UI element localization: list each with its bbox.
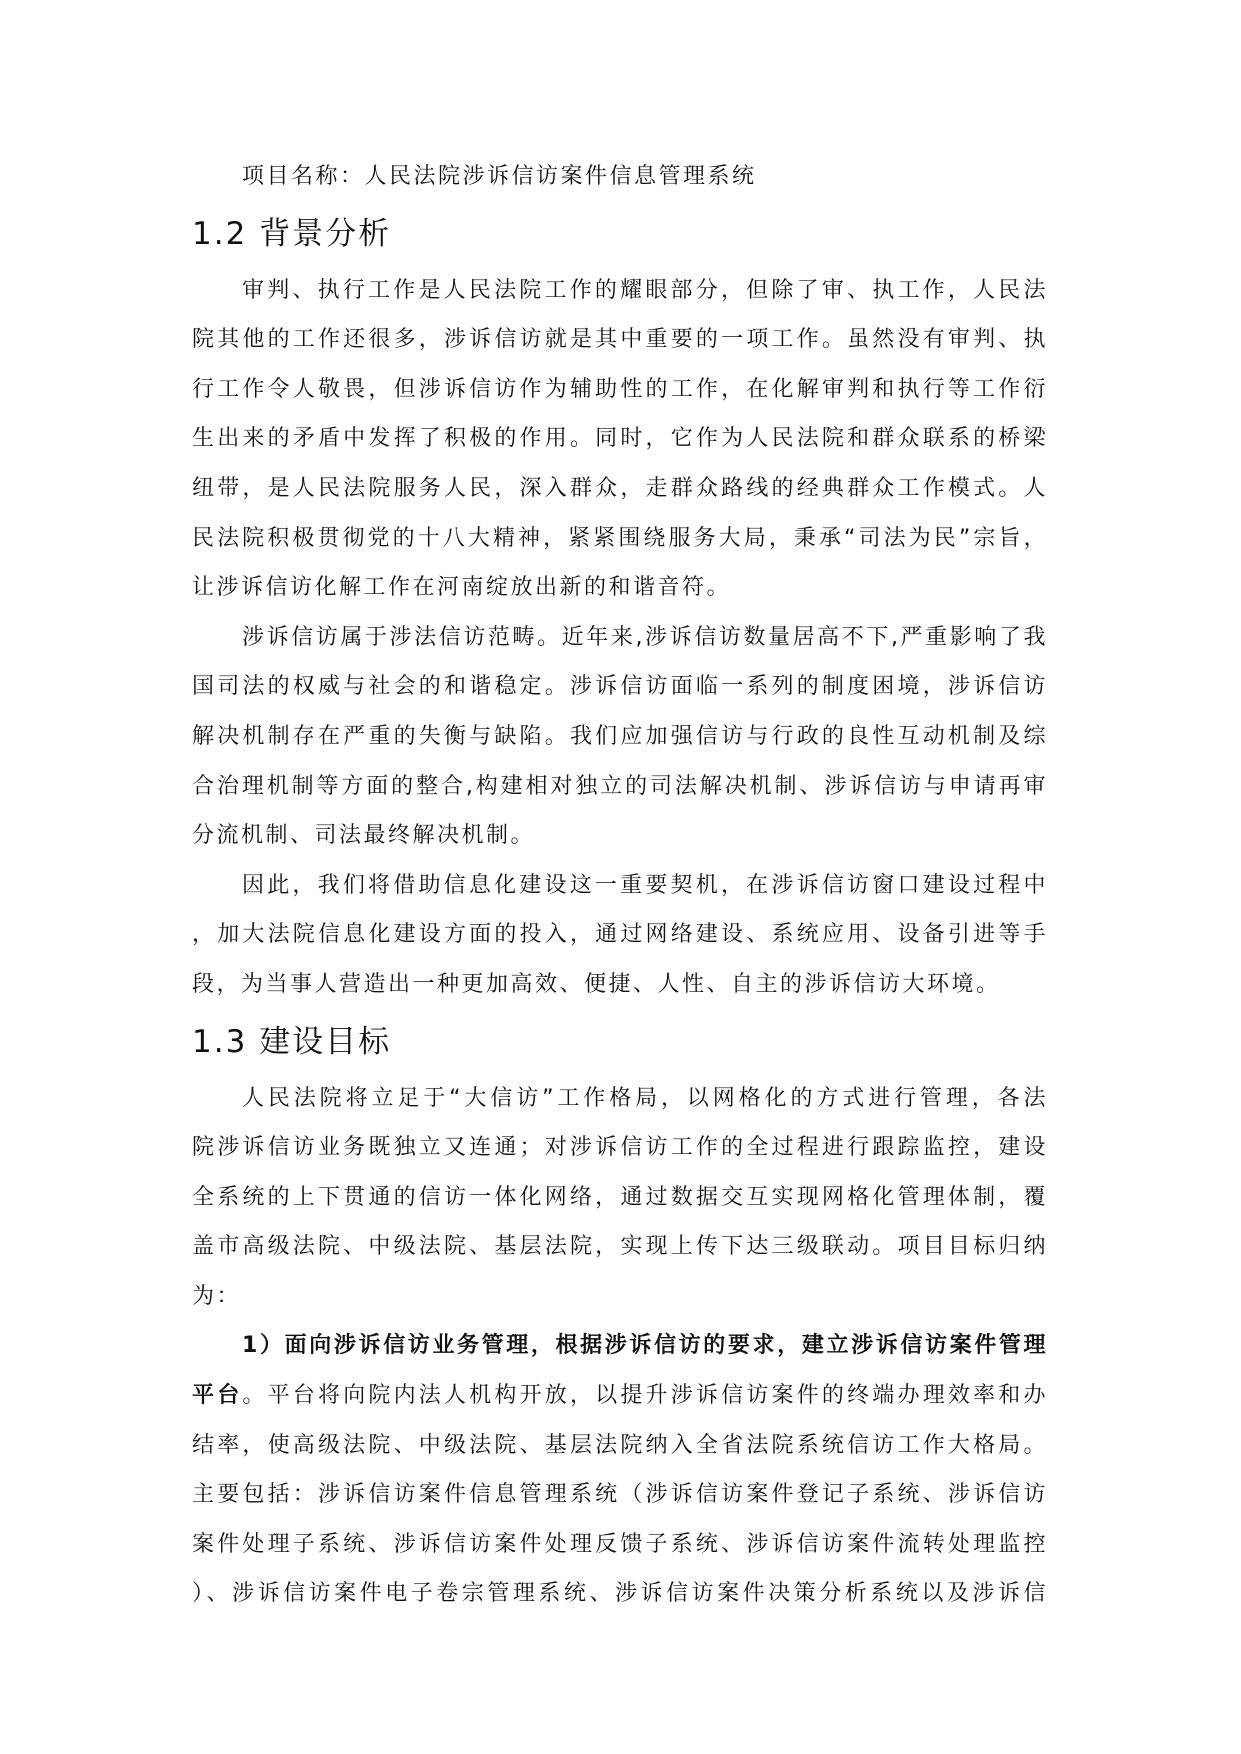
paragraph-line: 盖市高级法院、中级法院、基层法院，实现上传下达三级联动。项目目标归纳 <box>192 1234 1048 1260</box>
paragraph-line: 行工作令人敬畏，但涉诉信访作为辅助性的工作，在化解审判和执行等工作衍 <box>192 376 1048 402</box>
project-name-line: 项目名称：人民法院涉诉信访案件信息管理系统 <box>242 164 757 189</box>
paragraph <box>192 1074 1048 1322</box>
paragraph-line: ）、涉诉信访案件电子卷宗管理系统、涉诉信访案件决策分析系统以及涉诉信 <box>192 1581 1048 1607</box>
paragraph <box>192 861 1048 1010</box>
paragraph-line: 结率，使高级法院、中级法院、基层法院纳入全省法院系统信访工作大格局。 <box>192 1432 1048 1458</box>
section-heading: 1.3 建设目标 <box>192 1023 392 1060</box>
paragraph-line: 案件处理子系统、涉诉信访案件处理反馈子系统、涉诉信访案件流转处理监控 <box>192 1531 1048 1557</box>
paragraph-line: 分流机制、司法最终解决机制。 <box>192 823 536 849</box>
paragraph-line: 段，为当事人营造出一种更加高效、便捷、人性、自主的涉诉信访大环境。 <box>192 971 1001 997</box>
paragraph <box>192 266 1048 613</box>
document-body <box>192 152 1048 1619</box>
paragraph-line: ，加大法院信息化建设方面的投入，通过网络建设、系统应用、设备引进等手 <box>192 922 1048 948</box>
paragraph-line: 民法院积极贯彻党的十八大精神，紧紧围绕服务大局，秉承“司法为民”宗旨， <box>192 525 1048 551</box>
paragraph <box>192 1321 1048 1619</box>
paragraph-line: 让涉诉信访化解工作在河南绽放出新的和谐音符。 <box>192 575 732 601</box>
paragraph-line: 因此，我们将借助信息化建设这一重要契机，在涉诉信访窗口建设过程中 <box>242 872 1048 898</box>
paragraph-line: 解决机制存在严重的失衡与缺陷。我们应加强信访与行政的良性互动机制及综 <box>192 723 1048 749</box>
paragraph-line: 涉诉信访属于涉法信访范畴。近年来,涉诉信访数量居高不下,严重影响了我 <box>242 624 1048 650</box>
bold-text: 平台 <box>192 1383 243 1409</box>
paragraph-line: 主要包括：涉诉信访案件信息管理系统（涉诉信访案件登记子系统、涉诉信访 <box>192 1482 1048 1508</box>
paragraph-line: 纽带，是人民法院服务人民，深入群众，走群众路线的经典群众工作模式。人 <box>192 475 1048 501</box>
paragraph-line <box>192 1371 1048 1421</box>
paragraph-line: 为： <box>192 1283 242 1309</box>
section-heading: 1.2 背景分析 <box>192 215 392 252</box>
paragraph-line: 院涉诉信访业务既独立又连通；对涉诉信访工作的全过程进行跟踪监控，建设 <box>192 1135 1048 1161</box>
paragraph-line: 生出来的矛盾中发挥了积极的作用。同时，它作为人民法院和群众联系的桥梁 <box>192 426 1048 452</box>
bold-text: 1）面向涉诉信访业务管理，根据涉诉信访的要求，建立涉诉信访案件管理 <box>242 1333 1048 1359</box>
paragraph-line: 审判、执行工作是人民法院工作的耀眼部分，但除了审、执工作，人民法 <box>242 277 1048 303</box>
paragraph-line: 国司法的权威与社会的和谐稳定。涉诉信访面临一系列的制度困境，涉诉信访 <box>192 674 1048 700</box>
paragraph <box>192 613 1048 861</box>
paragraph-line: 合治理机制等方面的整合,构建相对独立的司法解决机制、涉诉信访与申请再审 <box>192 773 1048 799</box>
text-run: 。平台将向院内法人机构开放，以提升涉诉信访案件的终端办理效率和办 <box>242 1383 1048 1409</box>
paragraph-line: 院其他的工作还很多，涉诉信访就是其中重要的一项工作。虽然没有审判、执 <box>192 327 1048 353</box>
paragraph-line <box>192 1321 1048 1371</box>
paragraph-line: 人民法院将立足于“大信访”工作格局，以网格化的方式进行管理，各法 <box>242 1085 1048 1111</box>
paragraph-line: 全系统的上下贯通的信访一体化网络，通过数据交互实现网格化管理体制，覆 <box>192 1184 1048 1210</box>
